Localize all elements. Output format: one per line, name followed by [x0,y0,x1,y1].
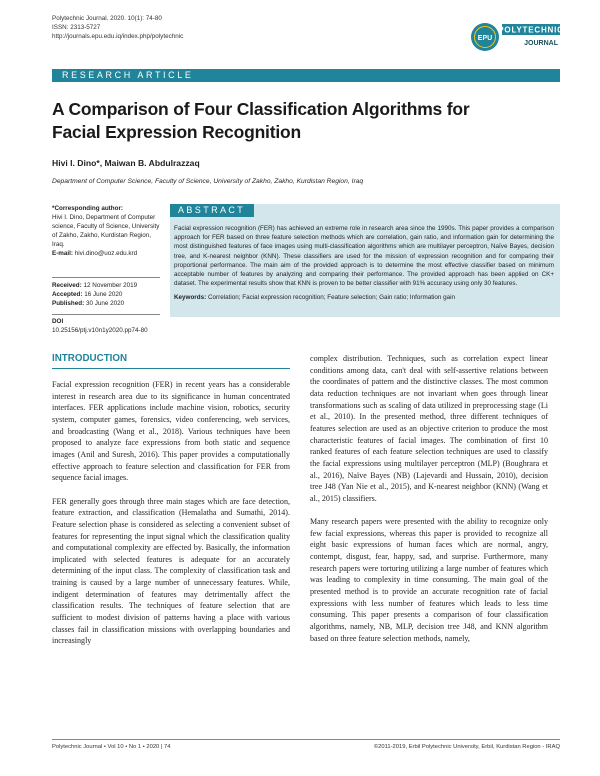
body-paragraph: Facial expression recognition (FER) in recent years has a considerable interest in research area due to its significance in human concentrated interfaces. FER applications include machine vision, robotics, security system, computer games, forensics, video conferencing, web services, and broadcasting (Wang et al., 2018). Various techniques have been proposed to analyze face expressions from both static and sequence images (Anil and Suresh, 2016). This paper provides a computationally effective approach to feature selection and classification for FER from sequence facial images. [52,380,290,483]
logo-badge-text: EPU [477,35,493,42]
published-date: 30 June 2020 [85,299,125,307]
doi-value[interactable]: 10.25156/ptj.v10n1y2020.pp74-80 [52,326,148,334]
journal-logo [470,14,560,60]
published-label: Published: [52,299,85,307]
received-date: 12 November 2019 [83,282,138,289]
sidebar-divider-2 [52,314,160,315]
doi-label: DOI [52,318,64,325]
footer-right: ©2011-2019, Erbil Polytechnic University, Erbil, Kurdistan Region - IRAQ [373,744,560,750]
journal-issn: ISSN: 2313-5727 [52,24,101,32]
doi-block [52,318,160,336]
footer-left: Polytechnic Journal • Vol 10 • No 1 • 2020 | 74 [52,744,171,750]
author-affiliation: Department of Computer Science, Faculty of Science, University of Zakho, Zakho, Kurdistan Region, Iraq [52,178,364,185]
article-authors: Hivi I. Dino*, Maiwan B. Abdulrazzaq [52,158,200,168]
journal-masthead [52,14,183,42]
received-label: Received: [52,282,82,289]
body-paragraph: Many research papers were presented with the ability to recognize only few facial expressions, whereas this paper is provided to recognize all eight basic expressions of human faces which are normal, angry, contempt, disgust, fear, happy, sad, and surprise. Furthermore, many research papers were torturing utilizing a large number of features which was leading to complexity in time consuming. The main goal of the presented method is to provide an accurate recognition rate of facial expressions with less number of features which leads to less time consuming. This paper presents a comparison of four classification algorithms, namely, NB, MLP, decision tree J48, and KNN algorithm based on three feature selection methods, namely, [310,517,548,643]
body-paragraph: FER generally goes through three main stages which are face detection, feature extraction, and classification (Hemalatha and Sumathi, 2014). Feature selection phase is considered as selecting a convenient subset of features for representing the input signal which the classification quality and computational complexity are effected by. Basically, the information implicated with selected features is adequate for an accurately determining of the input class. The complexity of classification task and training is caused by a large number of unnecessary features. While, indigent determination of features may detrimentally affect the classification results. The techniques of feature selection that are sufficient to modest division of patterns having a place with various classes fail in classification missions with overlapping boundaries and increasingly [52,496,290,646]
article-sidebar [52,205,160,258]
corr-details: Hivi I. Dino, Department of Computer science, Faculty of Science, University of Zakho, Zakho, Kurdistan Region, Iraq. [52,213,160,248]
accepted-date: 16 June 2020 [84,290,123,298]
section-label: RESEARCH ARTICLE [62,70,194,80]
journal-citation: Polytechnic Journal. 2020. 10(1): 74-80 [52,15,162,22]
body-column-left [52,379,290,659]
logo-sub-text: JOURNAL [524,40,558,47]
article-dates [52,282,160,309]
body-paragraph: complex distribution. Techniques, such as correlation expect linear conditions among data, can't deal with self-assertive relations between the coordinates of pattern and the distinctive classes. The most common data reduction techniques are not invariant when goes through linear transformations such as scaling of data utilized in preprocessing stage (Li et al., 2010). In the presented method, three different techniques of features selection are used as an objective criterion to produce the most characteristic features of facial images. The combination of first 10 ranked features of each feature selection techniques are used to classify the facial expressions using multilayer perceptron (MLP) (Boughrara et al., 2016), Naïve Bayes (NB) (Lajevardi and Hussain, 2010), decision tree J48 (Yan Nie et al., 2015), and K-nearest neighbor (KNN) (Wang et al., 2015) classifiers. [310,354,548,503]
footer-rule [52,739,560,740]
keywords-list: Correlation; Facial expression recognition; Feature selection; Gain ratio; Information gain [207,294,456,301]
keywords [174,293,554,302]
email-label: E-mail: [52,249,73,257]
journal-url[interactable]: http://journals.epu.edu.iq/index.php/polytechnic [52,33,184,41]
intro-underline [52,368,290,369]
accepted-label: Accepted: [52,290,83,298]
logo-graphic [470,14,560,60]
section-heading-introduction: INTRODUCTION [52,353,128,364]
logo-name-text: POLYTECHNIC [498,25,560,35]
article-title: A Comparison of Four Classification Algorithms for Facial Expression Recognition [52,99,470,142]
body-column-right [310,353,548,656]
abstract-text: Facial expression recognition (FER) has achieved an extreme role in research area since the 1990s. This paper provides a comparison approach for FER based on three feature selection methods which are correlation, gain ratio, and information gain for determining the most distinguished features of face images using multi-classification algorithms which are multilayer perceptron, Naïve Bayes, decision tree, and K-nearest neighbor (KNN). These classifiers are used for the mission of expression recognition and for comparing their proportional performance. The main aim of the provided approach is to determine the most effective classifier based on minimum acceptable number of features by analyzing and comparing their performance. The provided approach has been applied on CK+ dataset. The experimental results show that KNN is proven to be better classifier with 91% accuracy using only 30 features. [174,225,554,288]
keywords-label: Keywords: [174,294,207,301]
corr-label: *Corresponding author: [52,205,124,212]
abstract-heading: ABSTRACT [170,204,254,217]
corr-email[interactable]: hivi.dino@uoz.edu.krd [74,249,138,257]
sidebar-divider [52,277,160,278]
